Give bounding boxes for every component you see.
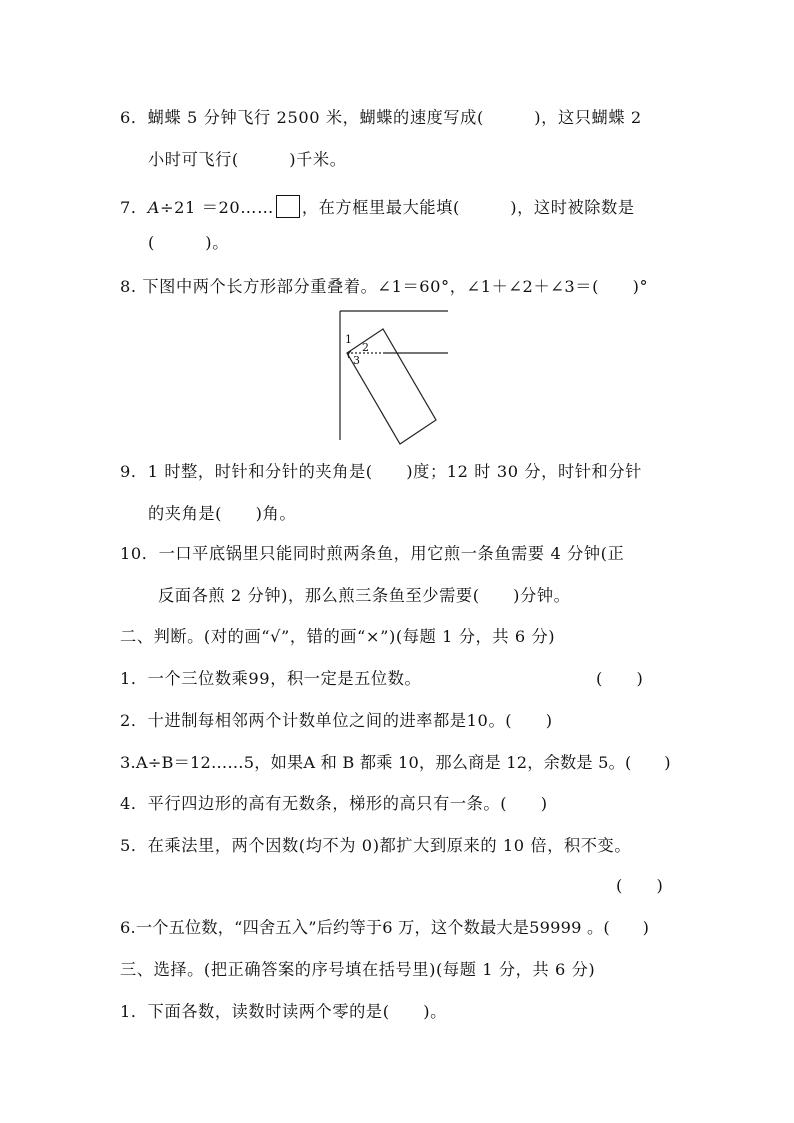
judge-item-4: 4．平行四边形的高有无数条，梯形的高只有一条。( ) [120,794,548,813]
judge-item-6: 6.一个五位数，“四舍五入”后约等于6 万，这个数最大是59999 。( ) [120,918,650,937]
q8-text: 8. 下图中两个长方形部分重叠着。∠1＝60°，∠1＋∠2＋∠3＝( )° [120,277,649,296]
tilted-rectangle [347,329,436,444]
section3-title: 三、选择。(把正确答案的序号填在括号里)(每题 1 分，共 6 分) [120,960,596,979]
angle-label-1: 1 [345,333,352,346]
section2-title: 二、判断。(对的画“√”，错的画“×”)(每题 1 分，共 6 分) [120,627,556,646]
judge-item-5: 5．在乘法里，两个因数(均不为 0)都扩大到原来的 10 倍，积不变。 [120,836,632,855]
q6-line2: 小时可飞行( )千米。 [148,150,347,169]
q7-variable: A [147,198,160,217]
judge-item-2: 2．十进制每相邻两个计数单位之间的进率都是10。( ) [120,711,553,730]
q9-line1: 9．1 时整，时针和分针的夹角是( )度；12 时 30 分，时针和分针 [120,462,642,481]
q6-line1: 6．蝴蝶 5 分钟飞行 2500 米，蝴蝶的速度写成( )，这只蝴蝶 2 [120,108,642,127]
choice-item-1: 1．下面各数，读数时读两个零的是( )。 [120,1002,447,1021]
angle-label-2: 2 [362,341,369,354]
q7-line2: ( )。 [148,233,229,252]
q7-after: ，在方框里最大能填( )，这时被除数是 [301,198,635,217]
angle-label-3: 3 [353,354,360,367]
judge-item-1-answer[interactable]: ( ) [596,669,644,688]
q7-equation: ÷21 ＝20…… [159,198,274,217]
q10-line1: 10．一口平底锅里只能同时煎两条鱼，用它煎一条鱼需要 4 分钟(正 [120,544,625,563]
q7-prefix: 7． [120,198,148,217]
q9-line2: 的夹角是( )角。 [148,504,297,523]
judge-item-1: 1．一个三位数乘99，积一定是五位数。 [120,669,422,688]
judge-item-5-answer[interactable]: ( ) [616,876,664,895]
q10-line2: 反面各煎 2 分钟)，那么煎三条鱼至少需要( )分钟。 [158,586,571,605]
judge-item-3: 3.A÷B＝12……5，如果A 和 B 都乘 10，那么商是 12，余数是 5。( ) [120,753,671,772]
